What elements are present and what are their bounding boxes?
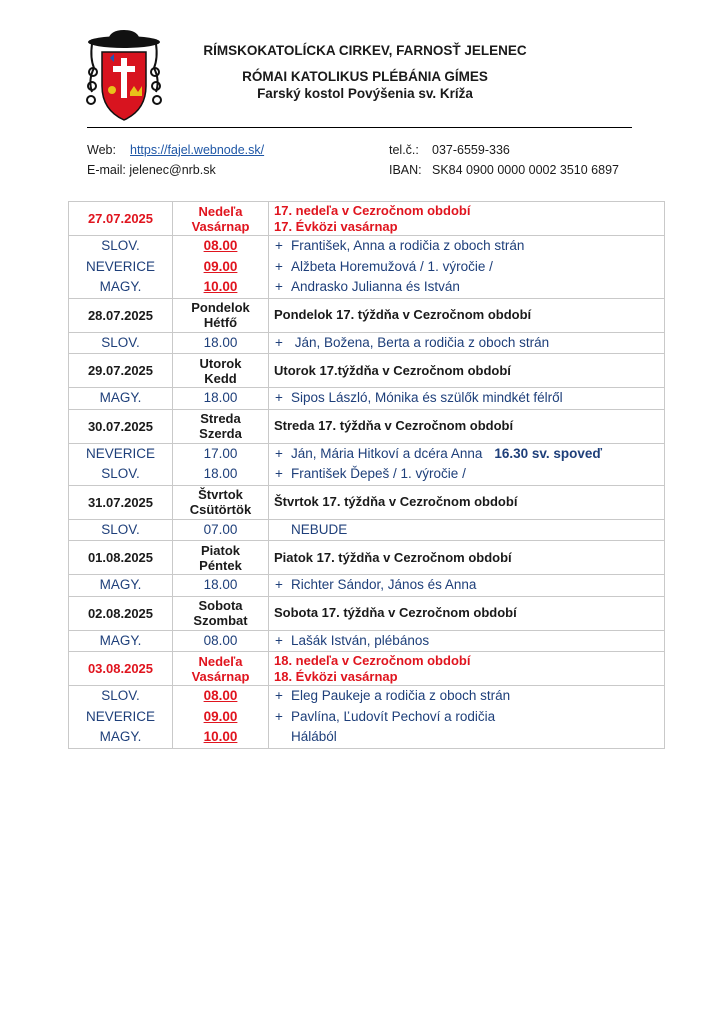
mass-place: MAGY. <box>99 577 142 592</box>
mass-places <box>69 519 173 541</box>
day-title <box>269 354 665 388</box>
mass-places <box>69 332 173 354</box>
day-header-row <box>69 652 665 686</box>
day-name <box>173 652 269 686</box>
mass-intention <box>269 575 664 596</box>
plus-sign: + <box>275 279 283 294</box>
mass-intention <box>269 257 664 278</box>
mass-time: 07.00 <box>203 521 238 537</box>
intention-text: Lašák István, plébános <box>291 632 430 648</box>
church-name: RÍMSKOKATOLÍCKA CIRKEV, FARNOSŤ JELENEC <box>203 43 527 58</box>
mass-row <box>69 519 665 541</box>
mass-places <box>69 443 173 485</box>
day-name-hungarian: Kedd <box>204 370 237 386</box>
mass-intention <box>269 727 664 748</box>
website-link[interactable]: https://fajel.webnode.sk/ <box>130 143 265 157</box>
mass-intention <box>269 686 664 707</box>
mass-place: MAGY. <box>99 729 142 744</box>
day-name-slovak: Nedeľa <box>198 653 243 669</box>
intention-text: František Ďepeš / 1. výročie / <box>291 466 466 481</box>
contact-left <box>87 140 264 180</box>
mass-time: 18.00 <box>203 466 238 481</box>
intention-text: Ján, Božena, Berta a rodičia z oboch strán <box>291 334 550 350</box>
parish-name-hungarian: RÓMAI KATOLIKUS PLÉBÁNIA GÍMES <box>242 69 488 84</box>
day-name <box>173 596 269 630</box>
mass-times <box>173 332 269 354</box>
mass-intention <box>269 707 664 728</box>
mass-intention <box>269 333 664 354</box>
intention-text: Hálából <box>291 729 337 744</box>
mass-row <box>69 575 665 597</box>
mass-places <box>69 575 173 597</box>
intention-text: Sipos László, Mónika és szülők mindkét félről <box>291 390 563 405</box>
liturgical-day-title: Štvrtok 17. týždňa v Cezročnom období <box>274 494 518 509</box>
liturgical-day-title: 17. nedeľa v Cezročnom období <box>274 202 471 218</box>
liturgical-day-title: 18. nedeľa v Cezročnom období <box>274 652 471 668</box>
liturgical-day-title: Sobota 17. týždňa v Cezročnom období <box>274 605 517 620</box>
mass-places <box>69 686 173 749</box>
plus-sign: + <box>275 577 283 592</box>
intention-text: Eleg Paukeje a rodičia z oboch strán <box>291 688 511 703</box>
intention-text: Ján, Mária Hitkoví a dcéra Anna <box>291 445 483 461</box>
mass-time: 08.00 <box>203 632 238 648</box>
day-name-slovak: Nedeľa <box>198 203 243 219</box>
telephone: 037-6559-336 <box>432 143 510 157</box>
day-name-slovak: Štvrtok <box>198 487 243 502</box>
day-title <box>269 652 665 686</box>
day-name-slovak: Sobota <box>198 598 243 613</box>
mass-place: SLOV. <box>101 238 140 253</box>
plus-sign: + <box>275 632 283 648</box>
day-name-slovak: Utorok <box>199 355 242 371</box>
day-name-hungarian: Vasárnap <box>191 218 250 234</box>
plus-sign: + <box>275 688 283 703</box>
day-name-hungarian: Hétfő <box>203 315 238 330</box>
mass-intention <box>269 388 664 409</box>
mass-time: 08.00 <box>203 238 238 253</box>
mass-places <box>69 388 173 410</box>
day-name-hungarian: Csütörtök <box>189 502 252 517</box>
email-label: E-mail: <box>87 163 126 177</box>
mass-place: SLOV. <box>101 466 140 481</box>
day-title <box>269 485 665 519</box>
mass-intention <box>269 631 664 652</box>
day-name <box>173 541 269 575</box>
mass-place: NEVERICE <box>85 445 156 461</box>
mass-intentions <box>269 236 665 299</box>
plus-sign: + <box>275 466 283 481</box>
day-name-slovak: Piatok <box>200 542 240 558</box>
mass-place: SLOV. <box>101 688 140 703</box>
day-title <box>269 409 665 443</box>
mass-place: NEVERICE <box>85 258 156 274</box>
intention-text: Alžbeta Horemužová / 1. výročie / <box>291 258 493 274</box>
email-address: jelenec@nrb.sk <box>129 163 216 177</box>
mass-times <box>173 630 269 652</box>
day-title <box>269 202 665 236</box>
mass-place: MAGY. <box>99 279 142 294</box>
mass-intention <box>269 444 664 465</box>
day-header-row <box>69 541 665 575</box>
mass-intentions <box>269 630 665 652</box>
plus-sign: + <box>275 708 283 724</box>
mass-intentions <box>269 443 665 485</box>
mass-intention <box>269 464 664 485</box>
plus-sign: + <box>275 445 283 461</box>
day-header-row <box>69 354 665 388</box>
letterhead <box>0 0 725 130</box>
day-header-row <box>69 409 665 443</box>
mass-place: MAGY. <box>99 390 142 405</box>
contact-right <box>389 140 619 180</box>
day-title <box>269 596 665 630</box>
day-name-hungarian: Péntek <box>199 557 242 573</box>
day-header-row <box>69 485 665 519</box>
mass-times <box>173 236 269 299</box>
confession-note: 16.30 sv. spoveď <box>494 445 603 461</box>
web-label: Web: <box>87 143 116 157</box>
mass-intentions <box>269 388 665 410</box>
mass-place: MAGY. <box>99 632 142 648</box>
mass-time: 09.00 <box>203 708 238 724</box>
iban: SK84 0900 0000 0002 3510 6897 <box>432 163 619 177</box>
mass-time: 09.00 <box>203 258 238 274</box>
mass-intentions <box>269 332 665 354</box>
day-header-row <box>69 202 665 236</box>
day-date: 02.08.2025 <box>69 596 173 630</box>
plus-sign: + <box>275 390 283 405</box>
liturgical-day-title: Pondelok 17. týždňa v Cezročnom období <box>274 307 532 322</box>
day-date: 31.07.2025 <box>69 485 173 519</box>
intention-text: Andrasko Julianna és István <box>291 279 460 294</box>
mass-time: 08.00 <box>203 688 238 703</box>
day-name-hungarian: Szombat <box>193 613 248 628</box>
day-header-row <box>69 596 665 630</box>
day-date: 03.08.2025 <box>69 652 173 686</box>
mass-row <box>69 236 665 299</box>
liturgical-day-title-hungarian: 18. Évközi vasárnap <box>274 668 398 684</box>
day-name-hungarian: Szerda <box>199 426 242 441</box>
plus-sign: + <box>275 238 283 253</box>
day-date: 28.07.2025 <box>69 298 173 332</box>
mass-times <box>173 575 269 597</box>
intention-text: NEBUDE <box>291 521 348 537</box>
intention-text: František, Anna a rodičia z oboch strán <box>291 238 525 253</box>
intention-text: Pavlína, Ľudovít Pechoví a rodičia <box>291 708 496 724</box>
liturgical-day-title: Piatok 17. týždňa v Cezročnom období <box>274 549 512 565</box>
parish-coat-of-arms-icon <box>84 28 164 124</box>
iban-label: IBAN: <box>389 163 422 177</box>
liturgical-day-title: Streda 17. týždňa v Cezročnom období <box>274 418 514 433</box>
mass-intentions <box>269 575 665 597</box>
mass-times <box>173 388 269 410</box>
mass-time: 10.00 <box>203 279 238 294</box>
day-name <box>173 298 269 332</box>
header-divider <box>87 127 632 128</box>
mass-intention <box>269 236 664 257</box>
plus-sign: + <box>275 334 283 350</box>
tel-label: tel.č.: <box>389 143 419 157</box>
day-name <box>173 409 269 443</box>
mass-time: 10.00 <box>203 729 238 744</box>
day-name-slovak: Pondelok <box>191 300 250 315</box>
mass-intention <box>269 277 664 298</box>
day-header-row <box>69 298 665 332</box>
day-name-slovak: Streda <box>200 411 241 426</box>
mass-places <box>69 630 173 652</box>
mass-intention <box>269 520 664 541</box>
plus-sign: + <box>275 258 283 274</box>
day-name <box>173 485 269 519</box>
day-title <box>269 541 665 575</box>
mass-time: 17.00 <box>203 445 238 461</box>
parish-heading <box>175 42 555 102</box>
day-date: 29.07.2025 <box>69 354 173 388</box>
day-name <box>173 202 269 236</box>
mass-times <box>173 686 269 749</box>
liturgical-day-title: Utorok 17.týždňa v Cezročnom období <box>274 362 511 378</box>
mass-row <box>69 443 665 485</box>
day-name-hungarian: Vasárnap <box>191 668 250 684</box>
mass-place: NEVERICE <box>85 708 156 724</box>
mass-row <box>69 630 665 652</box>
mass-time: 18.00 <box>203 334 238 350</box>
mass-time: 18.00 <box>203 577 238 592</box>
mass-place: SLOV. <box>101 521 140 537</box>
mass-intentions <box>269 519 665 541</box>
mass-intentions <box>269 686 665 749</box>
intention-text: Richter Sándor, János és Anna <box>291 577 477 592</box>
parish-church-name: Farský kostol Povýšenia sv. Kríža <box>257 86 473 101</box>
day-date: 30.07.2025 <box>69 409 173 443</box>
day-date: 27.07.2025 <box>69 202 173 236</box>
day-date: 01.08.2025 <box>69 541 173 575</box>
liturgical-day-title-hungarian: 17. Évközi vasárnap <box>274 218 398 234</box>
mass-times <box>173 519 269 541</box>
mass-time: 18.00 <box>203 390 238 405</box>
mass-row <box>69 686 665 749</box>
mass-schedule-table <box>68 201 665 749</box>
mass-places <box>69 236 173 299</box>
mass-row <box>69 332 665 354</box>
day-title <box>269 298 665 332</box>
mass-row <box>69 388 665 410</box>
mass-times <box>173 443 269 485</box>
mass-place: SLOV. <box>101 334 140 350</box>
day-name <box>173 354 269 388</box>
